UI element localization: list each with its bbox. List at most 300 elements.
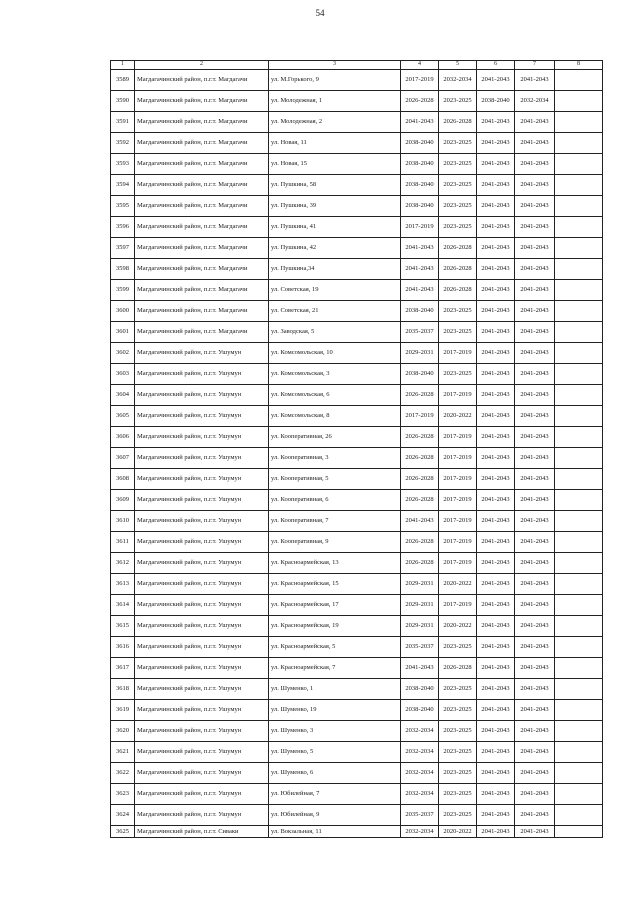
- district-cell: Магдагачинский район, п.г.т. Ушумун: [135, 721, 269, 742]
- address-cell: ул. Советская, 21: [269, 301, 401, 322]
- table-row: [111, 637, 603, 658]
- table-row: [111, 427, 603, 448]
- period-col6-cell: 2041-2043: [477, 322, 515, 343]
- table-row: [111, 175, 603, 196]
- row-number-cell: 3616: [111, 637, 135, 658]
- period-col4-cell: 2032-2034: [401, 784, 439, 805]
- col8-cell: [555, 448, 603, 469]
- period-col5-cell: 2023-2025: [439, 721, 477, 742]
- period-col5-cell: 2023-2025: [439, 637, 477, 658]
- table-row: [111, 406, 603, 427]
- district-cell: Магдагачинский район, п.г.т. Ушумун: [135, 679, 269, 700]
- period-col4-cell: 2035-2037: [401, 805, 439, 826]
- district-cell: Магдагачинский район, п.г.т. Магдагачи: [135, 217, 269, 238]
- page-number: 54: [315, 8, 325, 18]
- col8-cell: [555, 721, 603, 742]
- row-number-cell: 3602: [111, 343, 135, 364]
- address-cell: ул. Красноармейская, 17: [269, 595, 401, 616]
- period-col4-cell: 2041-2043: [401, 112, 439, 133]
- district-cell: Магдагачинский район, п.г.т. Ушумун: [135, 490, 269, 511]
- district-cell: Магдагачинский район, п.г.т. Магдагачи: [135, 196, 269, 217]
- period-col5-cell: 2020-2022: [439, 406, 477, 427]
- address-cell: ул. Шуменко, 3: [269, 721, 401, 742]
- address-cell: ул. Кооперативная, 7: [269, 511, 401, 532]
- period-col6-cell: 2041-2043: [477, 826, 515, 838]
- address-cell: ул. Юбилейная, 9: [269, 805, 401, 826]
- address-cell: ул. Шуменко, 19: [269, 700, 401, 721]
- table-row: [111, 343, 603, 364]
- period-col7-cell: 2041-2043: [515, 406, 555, 427]
- table-row: [111, 385, 603, 406]
- period-col6-cell: 2041-2043: [477, 595, 515, 616]
- period-col7-cell: 2041-2043: [515, 196, 555, 217]
- row-number-cell: 3594: [111, 175, 135, 196]
- housing-repair-table: [110, 60, 603, 838]
- period-col7-cell: 2041-2043: [515, 133, 555, 154]
- period-col6-cell: 2041-2043: [477, 427, 515, 448]
- address-cell: ул. Кооперативная, 5: [269, 469, 401, 490]
- period-col7-cell: 2041-2043: [515, 427, 555, 448]
- table-row: [111, 511, 603, 532]
- col8-cell: [555, 280, 603, 301]
- period-col6-cell: 2041-2043: [477, 112, 515, 133]
- row-number-cell: 3591: [111, 112, 135, 133]
- district-cell: Магдагачинский район, п.г.т. Ушумун: [135, 763, 269, 784]
- address-cell: ул. Красноармейская, 5: [269, 637, 401, 658]
- row-number-cell: 3613: [111, 574, 135, 595]
- address-cell: ул. М.Горького, 9: [269, 70, 401, 91]
- row-number-cell: 3593: [111, 154, 135, 175]
- period-col7-cell: 2032-2034: [515, 91, 555, 112]
- table-row: [111, 448, 603, 469]
- row-number-cell: 3606: [111, 427, 135, 448]
- address-cell: ул. Новая, 11: [269, 133, 401, 154]
- row-number-cell: 3601: [111, 322, 135, 343]
- district-cell: Магдагачинский район, п.г.т. Магдагачи: [135, 175, 269, 196]
- period-col5-cell: 2023-2025: [439, 154, 477, 175]
- period-col6-cell: 2041-2043: [477, 511, 515, 532]
- period-col4-cell: 2041-2043: [401, 658, 439, 679]
- district-cell: Магдагачинский район, п.г.т. Ушумун: [135, 574, 269, 595]
- period-col4-cell: 2038-2040: [401, 175, 439, 196]
- col8-cell: [555, 637, 603, 658]
- table-row: [111, 742, 603, 763]
- period-col7-cell: 2041-2043: [515, 595, 555, 616]
- address-cell: ул. Кооперативная, 9: [269, 532, 401, 553]
- address-cell: ул. Шуменко, 1: [269, 679, 401, 700]
- district-cell: Магдагачинский район, п.г.т. Ушумун: [135, 406, 269, 427]
- row-number-cell: 3603: [111, 364, 135, 385]
- period-col4-cell: 2038-2040: [401, 700, 439, 721]
- period-col4-cell: 2026-2028: [401, 91, 439, 112]
- table-row: [111, 280, 603, 301]
- period-col6-cell: 2041-2043: [477, 658, 515, 679]
- period-col7-cell: 2041-2043: [515, 175, 555, 196]
- table-row: [111, 196, 603, 217]
- period-col6-cell: 2041-2043: [477, 259, 515, 280]
- period-col5-cell: 2026-2028: [439, 238, 477, 259]
- col8-cell: [555, 553, 603, 574]
- address-cell: ул. Красноармейская, 19: [269, 616, 401, 637]
- period-col5-cell: 2023-2025: [439, 91, 477, 112]
- period-col6-cell: 2041-2043: [477, 364, 515, 385]
- period-col6-cell: 2041-2043: [477, 490, 515, 511]
- period-col5-cell: 2023-2025: [439, 763, 477, 784]
- table-row: [111, 70, 603, 91]
- address-cell: ул. Юбилейная, 7: [269, 784, 401, 805]
- address-cell: ул. Шуменко, 6: [269, 763, 401, 784]
- period-col6-cell: 2041-2043: [477, 721, 515, 742]
- col8-cell: [555, 763, 603, 784]
- col8-cell: [555, 805, 603, 826]
- row-number-cell: 3597: [111, 238, 135, 259]
- row-number-cell: 3599: [111, 280, 135, 301]
- district-cell: Магдагачинский район, п.г.т. Ушумун: [135, 658, 269, 679]
- period-col7-cell: 2041-2043: [515, 385, 555, 406]
- table-row: [111, 826, 603, 838]
- row-number-cell: 3598: [111, 259, 135, 280]
- table-row: [111, 553, 603, 574]
- address-cell: ул. Вокзальная, 11: [269, 826, 401, 838]
- row-number-cell: 3625: [111, 826, 135, 838]
- table-row: [111, 679, 603, 700]
- col8-cell: [555, 574, 603, 595]
- period-col7-cell: 2041-2043: [515, 322, 555, 343]
- row-number-cell: 3614: [111, 595, 135, 616]
- period-col5-cell: 2026-2028: [439, 280, 477, 301]
- period-col4-cell: 2029-2031: [401, 616, 439, 637]
- table-row: [111, 658, 603, 679]
- period-col4-cell: 2026-2028: [401, 427, 439, 448]
- period-col6-cell: 2041-2043: [477, 679, 515, 700]
- period-col5-cell: 2026-2028: [439, 112, 477, 133]
- column-header: 6: [477, 61, 515, 70]
- address-cell: ул. Заводская, 5: [269, 322, 401, 343]
- period-col7-cell: 2041-2043: [515, 469, 555, 490]
- row-number-cell: 3596: [111, 217, 135, 238]
- period-col5-cell: 2032-2034: [439, 70, 477, 91]
- period-col6-cell: 2041-2043: [477, 784, 515, 805]
- period-col5-cell: 2023-2025: [439, 784, 477, 805]
- period-col6-cell: 2041-2043: [477, 196, 515, 217]
- col8-cell: [555, 112, 603, 133]
- district-cell: Магдагачинский район, п.г.т. Магдагачи: [135, 301, 269, 322]
- district-cell: Магдагачинский район, п.г.т. Ушумун: [135, 511, 269, 532]
- period-col7-cell: 2041-2043: [515, 616, 555, 637]
- period-col7-cell: 2041-2043: [515, 112, 555, 133]
- row-number-cell: 3617: [111, 658, 135, 679]
- period-col4-cell: 2026-2028: [401, 553, 439, 574]
- district-cell: Магдагачинский район, п.г.т. Ушумун: [135, 805, 269, 826]
- row-number-cell: 3623: [111, 784, 135, 805]
- period-col5-cell: 2023-2025: [439, 742, 477, 763]
- address-cell: ул. Пушкина, 39: [269, 196, 401, 217]
- period-col6-cell: 2041-2043: [477, 280, 515, 301]
- period-col5-cell: 2023-2025: [439, 700, 477, 721]
- district-cell: Магдагачинский район, п.г.т. Магдагачи: [135, 70, 269, 91]
- district-cell: Магдагачинский район, п.г.т. Магдагачи: [135, 112, 269, 133]
- period-col4-cell: 2026-2028: [401, 385, 439, 406]
- period-col4-cell: 2026-2028: [401, 469, 439, 490]
- period-col4-cell: 2026-2028: [401, 448, 439, 469]
- district-cell: Магдагачинский район, п.г.т. Ушумун: [135, 595, 269, 616]
- address-cell: ул. Кооперативная, 6: [269, 490, 401, 511]
- period-col6-cell: 2041-2043: [477, 406, 515, 427]
- col8-cell: [555, 700, 603, 721]
- col8-cell: [555, 154, 603, 175]
- col8-cell: [555, 406, 603, 427]
- col8-cell: [555, 238, 603, 259]
- table-row: [111, 784, 603, 805]
- period-col5-cell: 2017-2019: [439, 469, 477, 490]
- period-col7-cell: 2041-2043: [515, 679, 555, 700]
- col8-cell: [555, 343, 603, 364]
- period-col5-cell: 2020-2022: [439, 616, 477, 637]
- table-row: [111, 133, 603, 154]
- table-row: [111, 301, 603, 322]
- period-col5-cell: 2017-2019: [439, 532, 477, 553]
- period-col6-cell: 2041-2043: [477, 133, 515, 154]
- row-number-cell: 3609: [111, 490, 135, 511]
- district-cell: Магдагачинский район, п.г.т. Ушумун: [135, 469, 269, 490]
- period-col7-cell: 2041-2043: [515, 658, 555, 679]
- district-cell: Магдагачинский район, п.г.т. Ушумун: [135, 553, 269, 574]
- table-row: [111, 91, 603, 112]
- col8-cell: [555, 91, 603, 112]
- period-col7-cell: 2041-2043: [515, 217, 555, 238]
- district-cell: Магдагачинский район, п.г.т. Ушумун: [135, 427, 269, 448]
- table-row: [111, 805, 603, 826]
- period-col6-cell: 2041-2043: [477, 532, 515, 553]
- address-cell: ул. Молодежная, 1: [269, 91, 401, 112]
- address-cell: ул. Комсомольская, 10: [269, 343, 401, 364]
- period-col5-cell: 2026-2028: [439, 658, 477, 679]
- period-col7-cell: 2041-2043: [515, 448, 555, 469]
- period-col6-cell: 2041-2043: [477, 469, 515, 490]
- district-cell: Магдагачинский район, п.г.т. Магдагачи: [135, 154, 269, 175]
- col8-cell: [555, 532, 603, 553]
- period-col7-cell: 2041-2043: [515, 532, 555, 553]
- address-cell: ул. Пушкина, 58: [269, 175, 401, 196]
- period-col7-cell: 2041-2043: [515, 721, 555, 742]
- row-number-cell: 3605: [111, 406, 135, 427]
- period-col5-cell: 2023-2025: [439, 196, 477, 217]
- period-col6-cell: 2038-2040: [477, 91, 515, 112]
- district-cell: Магдагачинский район, п.г.т. Магдагачи: [135, 259, 269, 280]
- period-col4-cell: 2029-2031: [401, 343, 439, 364]
- period-col7-cell: 2041-2043: [515, 490, 555, 511]
- period-col4-cell: 2038-2040: [401, 364, 439, 385]
- table-row: [111, 469, 603, 490]
- period-col4-cell: 2041-2043: [401, 280, 439, 301]
- period-col7-cell: 2041-2043: [515, 826, 555, 838]
- district-cell: Магдагачинский район, п.г.т. Ушумун: [135, 532, 269, 553]
- period-col7-cell: 2041-2043: [515, 238, 555, 259]
- period-col5-cell: 2023-2025: [439, 679, 477, 700]
- table-row: [111, 364, 603, 385]
- col8-cell: [555, 385, 603, 406]
- district-cell: Магдагачинский район, п.г.т. Магдагачи: [135, 91, 269, 112]
- address-cell: ул. Шуменко, 5: [269, 742, 401, 763]
- row-number-cell: 3618: [111, 679, 135, 700]
- period-col6-cell: 2041-2043: [477, 805, 515, 826]
- col8-cell: [555, 826, 603, 838]
- address-cell: ул. Комсомольская, 3: [269, 364, 401, 385]
- period-col7-cell: 2041-2043: [515, 553, 555, 574]
- row-number-cell: 3615: [111, 616, 135, 637]
- period-col7-cell: 2041-2043: [515, 784, 555, 805]
- table-row: [111, 574, 603, 595]
- district-cell: Магдагачинский район, п.г.т. Ушумун: [135, 364, 269, 385]
- district-cell: Магдагачинский район, п.г.т. Ушумун: [135, 700, 269, 721]
- address-cell: ул. Красноармейская, 7: [269, 658, 401, 679]
- col8-cell: [555, 364, 603, 385]
- period-col7-cell: 2041-2043: [515, 805, 555, 826]
- district-cell: Магдагачинский район, п.г.т. Ушумун: [135, 448, 269, 469]
- period-col6-cell: 2041-2043: [477, 553, 515, 574]
- table-row: [111, 721, 603, 742]
- period-col5-cell: 2023-2025: [439, 301, 477, 322]
- district-cell: Магдагачинский район, п.г.т. Ушумун: [135, 385, 269, 406]
- district-cell: Магдагачинский район, п.г.т. Ушумун: [135, 616, 269, 637]
- col8-cell: [555, 784, 603, 805]
- period-col6-cell: 2041-2043: [477, 763, 515, 784]
- period-col6-cell: 2041-2043: [477, 448, 515, 469]
- row-number-cell: 3620: [111, 721, 135, 742]
- period-col5-cell: 2017-2019: [439, 511, 477, 532]
- period-col6-cell: 2041-2043: [477, 70, 515, 91]
- period-col4-cell: 2032-2034: [401, 826, 439, 838]
- period-col6-cell: 2041-2043: [477, 343, 515, 364]
- period-col4-cell: 2038-2040: [401, 154, 439, 175]
- period-col7-cell: 2041-2043: [515, 364, 555, 385]
- period-col7-cell: 2041-2043: [515, 511, 555, 532]
- period-col5-cell: 2017-2019: [439, 343, 477, 364]
- period-col5-cell: 2017-2019: [439, 448, 477, 469]
- row-number-cell: 3610: [111, 511, 135, 532]
- address-cell: ул. Комсомольская, 8: [269, 406, 401, 427]
- table-row: [111, 700, 603, 721]
- period-col5-cell: 2023-2025: [439, 175, 477, 196]
- period-col4-cell: 2041-2043: [401, 238, 439, 259]
- column-header: 8: [555, 61, 603, 70]
- period-col7-cell: 2041-2043: [515, 343, 555, 364]
- period-col4-cell: 2017-2019: [401, 217, 439, 238]
- period-col4-cell: 2041-2043: [401, 511, 439, 532]
- district-cell: Магдагачинский район, п.г.т. Ушумун: [135, 742, 269, 763]
- address-cell: ул. Красноармейская, 15: [269, 574, 401, 595]
- period-col4-cell: 2038-2040: [401, 679, 439, 700]
- row-number-cell: 3590: [111, 91, 135, 112]
- col8-cell: [555, 679, 603, 700]
- col8-cell: [555, 70, 603, 91]
- row-number-cell: 3612: [111, 553, 135, 574]
- period-col7-cell: 2041-2043: [515, 280, 555, 301]
- period-col4-cell: 2029-2031: [401, 595, 439, 616]
- period-col5-cell: 2020-2022: [439, 826, 477, 838]
- period-col4-cell: 2038-2040: [401, 196, 439, 217]
- address-cell: ул. Красноармейская, 13: [269, 553, 401, 574]
- col8-cell: [555, 259, 603, 280]
- period-col7-cell: 2041-2043: [515, 574, 555, 595]
- col8-cell: [555, 322, 603, 343]
- period-col6-cell: 2041-2043: [477, 217, 515, 238]
- row-number-cell: 3621: [111, 742, 135, 763]
- period-col4-cell: 2041-2043: [401, 259, 439, 280]
- period-col6-cell: 2041-2043: [477, 574, 515, 595]
- column-header: 4: [401, 61, 439, 70]
- address-cell: ул. Молодежная, 2: [269, 112, 401, 133]
- period-col5-cell: 2023-2025: [439, 322, 477, 343]
- period-col5-cell: 2017-2019: [439, 595, 477, 616]
- period-col5-cell: 2023-2025: [439, 133, 477, 154]
- address-cell: ул. Комсомольская, 6: [269, 385, 401, 406]
- period-col4-cell: 2032-2034: [401, 763, 439, 784]
- period-col6-cell: 2041-2043: [477, 616, 515, 637]
- col8-cell: [555, 658, 603, 679]
- table-row: [111, 763, 603, 784]
- col8-cell: [555, 742, 603, 763]
- address-cell: ул. Кооперативная, 26: [269, 427, 401, 448]
- row-number-cell: 3619: [111, 700, 135, 721]
- row-number-cell: 3604: [111, 385, 135, 406]
- period-col5-cell: 2020-2022: [439, 574, 477, 595]
- row-number-cell: 3611: [111, 532, 135, 553]
- period-col4-cell: 2035-2037: [401, 322, 439, 343]
- address-cell: ул. Пушкина, 41: [269, 217, 401, 238]
- period-col4-cell: 2017-2019: [401, 70, 439, 91]
- district-cell: Магдагачинский район, п.г.т. Магдагачи: [135, 133, 269, 154]
- address-cell: ул. Новая, 15: [269, 154, 401, 175]
- period-col5-cell: 2023-2025: [439, 217, 477, 238]
- period-col5-cell: 2023-2025: [439, 364, 477, 385]
- period-col6-cell: 2041-2043: [477, 637, 515, 658]
- period-col4-cell: 2038-2040: [401, 133, 439, 154]
- column-header: 3: [269, 61, 401, 70]
- table-row: [111, 217, 603, 238]
- period-col6-cell: 2041-2043: [477, 154, 515, 175]
- row-number-cell: 3607: [111, 448, 135, 469]
- row-number-cell: 3600: [111, 301, 135, 322]
- col8-cell: [555, 595, 603, 616]
- column-header: 5: [439, 61, 477, 70]
- col8-cell: [555, 301, 603, 322]
- col8-cell: [555, 217, 603, 238]
- col8-cell: [555, 511, 603, 532]
- period-col7-cell: 2041-2043: [515, 301, 555, 322]
- period-col6-cell: 2041-2043: [477, 385, 515, 406]
- district-cell: Магдагачинский район, п.г.т. Ушумун: [135, 637, 269, 658]
- period-col4-cell: 2035-2037: [401, 637, 439, 658]
- row-number-cell: 3595: [111, 196, 135, 217]
- period-col4-cell: 2017-2019: [401, 406, 439, 427]
- period-col6-cell: 2041-2043: [477, 238, 515, 259]
- col8-cell: [555, 175, 603, 196]
- row-number-cell: 3608: [111, 469, 135, 490]
- period-col6-cell: 2041-2043: [477, 301, 515, 322]
- period-col7-cell: 2041-2043: [515, 700, 555, 721]
- period-col4-cell: 2032-2034: [401, 742, 439, 763]
- col8-cell: [555, 469, 603, 490]
- table-row: [111, 490, 603, 511]
- col8-cell: [555, 133, 603, 154]
- period-col4-cell: 2038-2040: [401, 301, 439, 322]
- column-header: 7: [515, 61, 555, 70]
- district-cell: Магдагачинский район, п.г.т. Ушумун: [135, 343, 269, 364]
- district-cell: Магдагачинский район, п.г.т. Ушумун: [135, 784, 269, 805]
- period-col6-cell: 2041-2043: [477, 175, 515, 196]
- period-col7-cell: 2041-2043: [515, 154, 555, 175]
